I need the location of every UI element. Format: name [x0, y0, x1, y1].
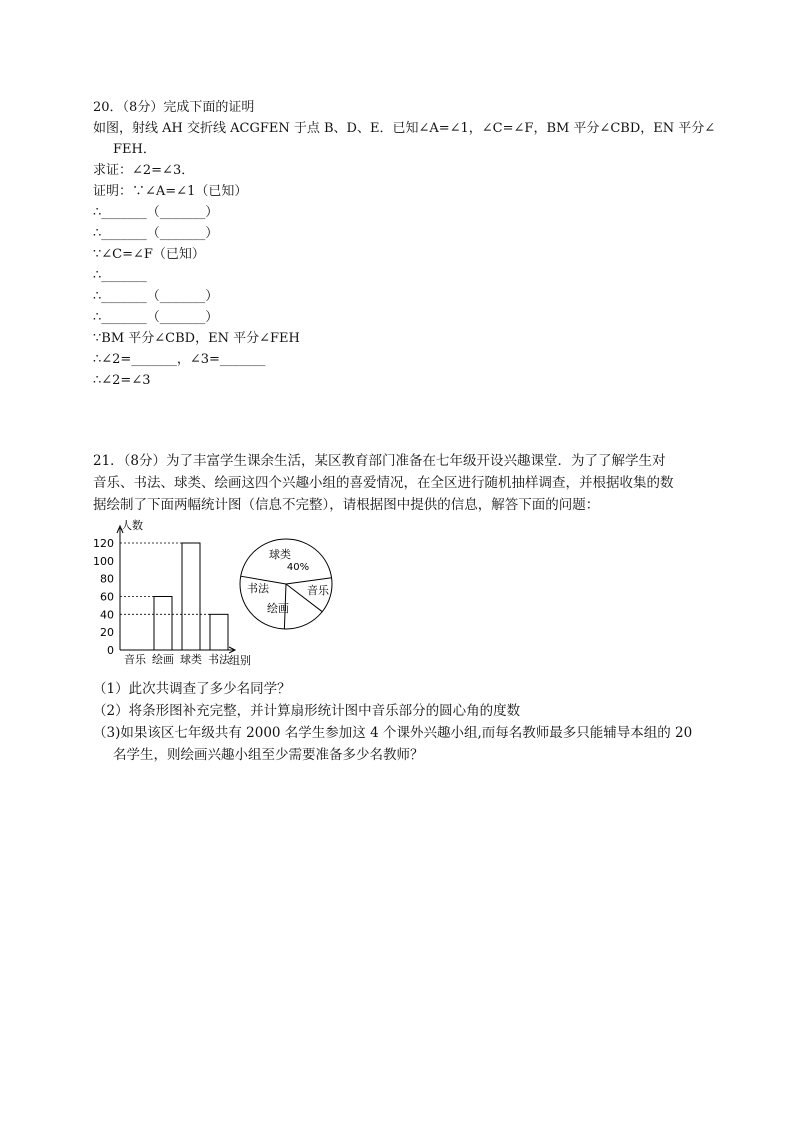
pie-annotation: 40%: [286, 562, 310, 573]
q20-proof-line: ∵BM 平分∠CBD，EN 平分∠FEH: [93, 331, 300, 346]
q21-text: 音乐、书法、球类、绘画这四个兴趣小组的喜爱情况，在全区进行随机抽样调查，并根据收集的数: [93, 475, 674, 491]
bar-3: [210, 614, 228, 650]
bar-2: [182, 543, 200, 650]
q20-proof-line: ∴_______（_______）: [93, 289, 219, 304]
pie-label-0: 球类: [269, 548, 291, 561]
q20-prove: 求证：∠2=∠3．: [93, 163, 195, 178]
bar-1: [154, 597, 172, 651]
q21-question-2: （2）将条形图补充完整，并计算扇形统计图中音乐部分的圆心角的度数: [93, 703, 521, 719]
q20-text-cont: FEH．: [113, 142, 156, 157]
q20-proof-line: ∴_______（_______）: [93, 310, 219, 325]
x-axis-label: 组别: [229, 654, 251, 667]
y-tick-label: 0: [107, 644, 114, 657]
q20-proof-line: ∴_______（_______）: [93, 205, 219, 220]
q20-proof-line: ∴∠2=_______，∠3=_______: [93, 352, 266, 367]
x-tick-label: 绘画: [152, 653, 174, 666]
y-tick-label: 60: [100, 590, 114, 604]
q20-proof-line: ∴_______: [93, 268, 147, 283]
x-tick-label: 球类: [180, 653, 202, 666]
y-tick-label: 120: [93, 537, 114, 550]
pie-label-3: 书法: [247, 582, 269, 595]
y-tick-label: 40: [100, 608, 114, 622]
pie-chart: [236, 536, 340, 634]
x-tick-label: 书法: [208, 653, 230, 666]
q20-proof-line: ∵∠C=∠F（已知）: [93, 247, 205, 262]
q21-question-1: （1）此次共调查了多少名同学？: [93, 681, 291, 697]
q20-proof-line: ∴∠2=∠3: [93, 373, 151, 388]
q20-text: 如图，射线 AH 交折线 ACGFEN 于点 B、D、E．已知∠A=∠1，∠C=∠F，BM 平分∠CBD，EN 平分∠: [93, 121, 716, 136]
y-tick-label: 80: [100, 572, 114, 586]
y-axis-label: 人数: [121, 519, 143, 532]
x-tick-label: 音乐: [124, 653, 146, 666]
q21-question-3: （3)如果该区七年级共有 2000 名学生参加这 4 个课外兴趣小组,而每名教师最多只能辅导本组的 20: [93, 725, 693, 741]
pie-label-1: 音乐: [307, 584, 329, 597]
y-tick-label: 100: [93, 554, 114, 568]
q20-proof-line: 证明：∵∠A=∠1（已知）: [93, 184, 248, 199]
q20-proof-line: ∴_______（_______）: [93, 226, 219, 241]
q21-title: 21．（8分）为了丰富学生课余生活，某区教育部门准备在七年级开设兴趣课堂．为了了解学生对: [93, 453, 666, 469]
pie-label-2: 绘画: [267, 602, 289, 615]
q21-question-3-cont: 名学生，则绘画兴趣小组至少需要准备多少名教师？: [113, 747, 424, 763]
q21-text: 据绘制了下面两幅统计图（信息不完整），请根据图中提供的信息，解答下面的问题：: [93, 497, 600, 513]
q20-title: 20．（8分）完成下面的证明: [93, 100, 255, 115]
y-tick-label: 20: [100, 626, 114, 640]
